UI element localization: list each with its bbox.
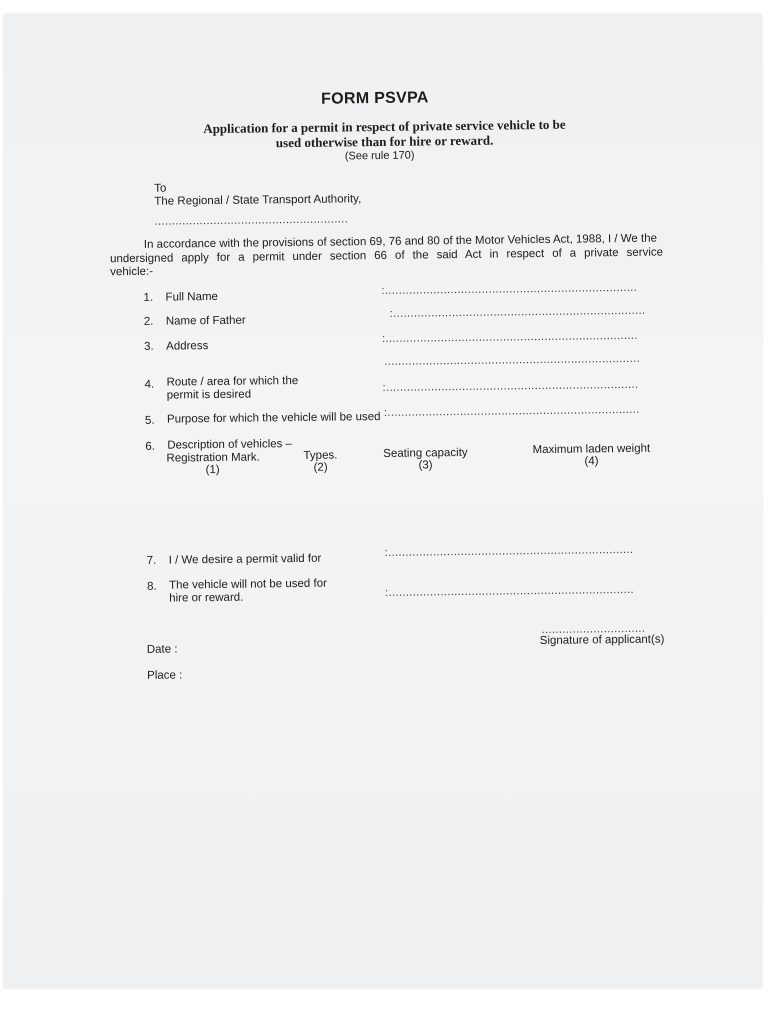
intro-paragraph [110, 233, 663, 280]
column-max-laden-weight [525, 443, 657, 469]
purpose-blank: :......................................................................... [383, 403, 640, 419]
route-blank: :......................................................................... [382, 378, 639, 394]
father-name-blank: :......................................................................... [389, 304, 646, 320]
rule-note: (See rule 170) [344, 149, 415, 163]
item-label-not-for-hire: The vehicle will not be used for [168, 577, 327, 592]
item-number: 8. [146, 580, 157, 593]
item-label-not-for-hire-2: hire or reward. [169, 591, 244, 605]
intro-line-1: In accordance with the provisions of section 69, 76 and 80 of the Motor Vehicles Act, 1988, I / We the [143, 232, 658, 251]
item-label-vehicle-description: Description of vehicles – [167, 438, 293, 452]
item-number: 4. [144, 378, 155, 391]
authority-blank: ........................................................ [154, 213, 349, 228]
column-index: (1) [205, 463, 220, 477]
column-name: Seating capacity [383, 446, 468, 460]
form-subtitle [179, 116, 589, 151]
item-number: 6. [145, 440, 155, 453]
full-name-blank: :......................................................................... [381, 281, 638, 297]
item-label-route: Route / area for which the [166, 374, 299, 389]
item-label-father-name: Name of Father [165, 314, 246, 328]
item-number: 3. [144, 340, 154, 353]
column-name: Types. [303, 449, 338, 462]
column-index: (2) [313, 461, 328, 474]
column-seating-capacity [379, 447, 471, 472]
item-number: 5. [144, 414, 155, 427]
item-number: 7. [146, 554, 157, 567]
form-title: FORM PSVPA [320, 89, 429, 108]
item-number: 2. [143, 315, 154, 328]
intro-line-2: undersigned apply for a permit under section 66 of the said Act in respect of a private service [109, 246, 664, 265]
item-label-address: Address [166, 340, 209, 353]
to-label: To [154, 182, 167, 195]
not-for-hire-blank: :....................................................................... [385, 583, 635, 599]
date-label: Date : [146, 643, 178, 656]
authority-label: The Regional / State Transport Authority, [154, 193, 362, 208]
item-label-purpose: Purpose for which the vehicle will be used [166, 410, 381, 426]
permit-validity-blank: :....................................................................... [384, 543, 634, 559]
subtitle-line-2: used otherwise than for hire or reward. [275, 132, 494, 151]
column-types [295, 449, 345, 474]
column-index: (3) [418, 459, 433, 472]
signature-label: Signature of applicant(s) [539, 633, 665, 648]
column-index: (4) [584, 455, 599, 468]
address-blank-2: .......................................................................... [384, 352, 641, 368]
column-registration-mark [166, 451, 258, 476]
intro-line-3: vehicle:- [110, 265, 154, 279]
item-label-full-name: Full Name [165, 290, 218, 304]
column-name: Maximum laden weight [532, 442, 651, 457]
column-name: Registration Mark. [166, 451, 260, 465]
subtitle-line-1: Application for a permit in respect of private service vehicle to be [203, 116, 566, 137]
signature-line: .............................. [541, 622, 646, 637]
item-label-route-2: permit is desired [166, 388, 252, 402]
address-blank-1: :......................................................................... [381, 329, 638, 345]
place-label: Place : [147, 669, 183, 682]
item-label-permit-validity: I / We desire a permit valid for [168, 552, 322, 567]
item-number: 1. [143, 291, 154, 304]
